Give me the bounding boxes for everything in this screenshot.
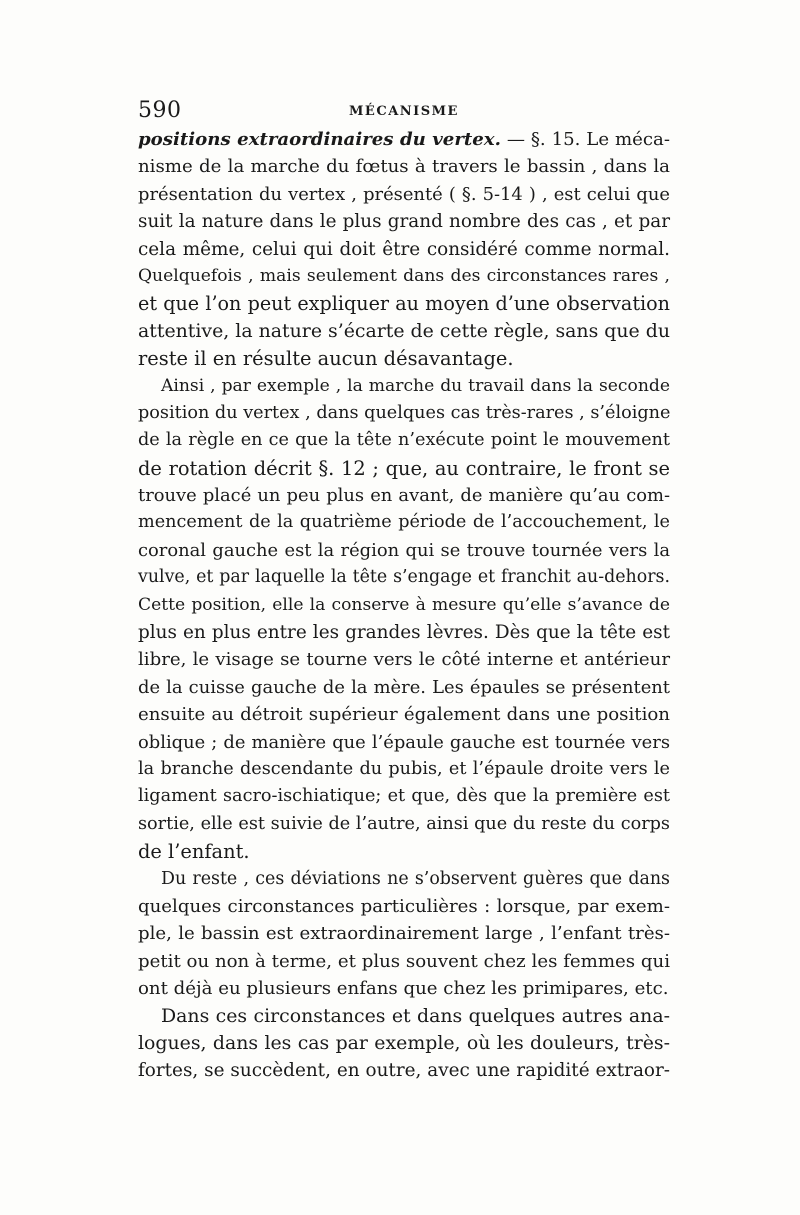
text-line: cela même, celui qui doit être considéré comme normal.: [138, 238, 670, 260]
text-line: ensuite au détroit supérieur également dans une position: [138, 704, 670, 726]
text-line: Dans ces circonstances et dans quelques autres ana-: [161, 1004, 670, 1027]
text-line: présentation du vertex , présenté ( §. 5-14 ) , est celui que: [138, 183, 670, 205]
text-line: de rotation décrit §. 12 ; que, au contraire, le front se: [138, 456, 670, 480]
text-line: attentive, la nature s’écarte de cette règle, sans que du: [138, 319, 670, 342]
text-line: et que l’on peut expliquer au moyen d’une observation: [138, 292, 670, 316]
body-text: [138, 126, 670, 1085]
italic-heading: positions extraordinaires du vertex.: [138, 129, 501, 150]
text-line: position du vertex , dans quelques cas très-rares , s’éloigne: [138, 402, 671, 423]
text-line: Ainsi , par exemple , la marche du travail dans la seconde: [161, 375, 670, 396]
text-line: mencement de la quatrième période de l’accouchement, le: [138, 512, 670, 533]
text-line: de la règle en ce que la tête n’exécute point le mouvement: [138, 430, 670, 451]
text-line: reste il en résulte aucun désavantage.: [138, 347, 514, 371]
text-line: ligament sacro-ischiatique; et que, dès que la première est: [138, 786, 670, 807]
text-line: la branche descendante du pubis, et l’épaule droite vers le: [138, 758, 670, 779]
text-line: libre, le visage se tourne vers le côté interne et antérieur: [138, 649, 670, 671]
text-line: Quelquefois , mais seulement dans des circonstances rares ,: [138, 265, 670, 286]
text-line: suit la nature dans le plus grand nombre des cas , et par: [138, 211, 670, 233]
text-line: ple, le bassin est extraordinairement large , l’enfant très-: [138, 923, 670, 945]
text-line: fortes, se succèdent, en outre, avec une rapidité extraor-: [138, 1060, 670, 1082]
page-number: 590: [138, 98, 182, 123]
text-line: logues, dans les cas par exemple, où les douleurs, très-: [138, 1031, 670, 1054]
text-line: nisme de la marche du fœtus à travers le bassin , dans la: [138, 156, 670, 178]
text-line: trouve placé un peu plus en avant, de manière qu’au com-: [138, 485, 670, 507]
text-line: Du reste , ces déviations ne s’observent guères que dans: [161, 868, 670, 889]
text-line: oblique ; de manière que l’épaule gauche est tournée vers: [138, 731, 670, 753]
text-line: [138, 126, 670, 153]
text-line: sortie, elle est suivie de l’autre, ainsi que du reste du corps: [138, 813, 670, 834]
running-head: MÉCANISME: [349, 104, 459, 119]
text-line: petit ou non à terme, et plus souvent chez les femmes qui: [138, 950, 670, 972]
text-line: quelques circonstances particulières : lorsque, par exem-: [138, 895, 670, 917]
text-line: de l’enfant.: [138, 840, 250, 864]
text-line: coronal gauche est la région qui se trouve tournée vers la: [138, 539, 670, 561]
text-line: vulve, et par laquelle la tête s’engage et franchit au-dehors.: [138, 567, 670, 588]
text-line: Cette position, elle la conserve à mesure qu’elle s’avance de: [138, 594, 670, 615]
text-line: plus en plus entre les grandes lèvres. Dès que la tête est: [138, 622, 670, 644]
page-header: [138, 98, 670, 128]
text-run: — §. 15. Le méca-: [500, 129, 671, 150]
text-line: ont déjà eu plusieurs enfans que chez les primipares, etc.: [138, 978, 669, 1000]
text-line: de la cuisse gauche de la mère. Les épaules se présentent: [138, 676, 670, 698]
